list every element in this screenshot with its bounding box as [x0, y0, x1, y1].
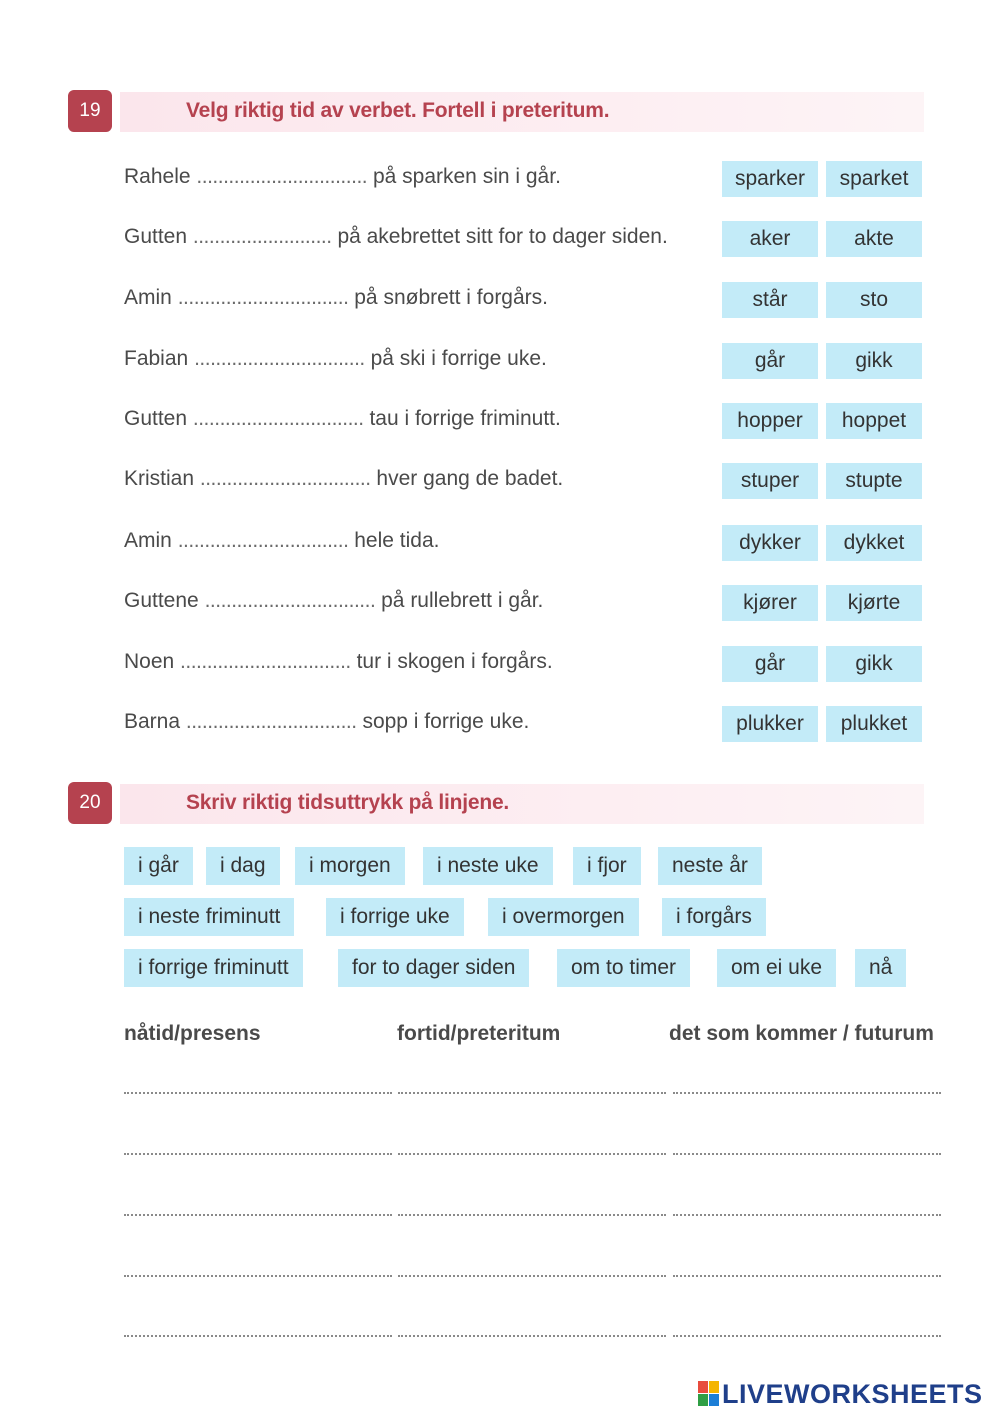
verb-option-past[interactable]: sto [826, 282, 922, 318]
answer-line-present[interactable] [124, 1092, 392, 1094]
time-expression-chip[interactable]: i neste friminutt [124, 898, 294, 936]
blank-line[interactable]: ................................ [185, 710, 357, 733]
blank-line[interactable]: ................................ [199, 467, 371, 490]
exercise-number-badge: 19 [68, 90, 112, 132]
sentence-rest: på snøbrett i forgårs. [354, 286, 548, 309]
sentence-text [124, 286, 548, 310]
verb-option-past[interactable]: dykket [826, 525, 922, 561]
verb-option-present[interactable]: kjører [722, 585, 818, 621]
answer-line-future[interactable] [673, 1092, 941, 1094]
verb-option-present[interactable]: dykker [722, 525, 818, 561]
blank-line[interactable]: .......................... [192, 225, 332, 248]
answer-line-past[interactable] [398, 1335, 666, 1337]
sentence-rest: på rullebrett i går. [381, 589, 544, 612]
answer-line-future[interactable] [673, 1275, 941, 1277]
exercise-number-badge: 20 [68, 782, 112, 824]
time-expression-chip[interactable]: i forgårs [662, 898, 766, 936]
sentence-rest: hele tida. [354, 529, 440, 552]
blank-line[interactable]: ................................ [196, 165, 368, 188]
blank-line[interactable]: ................................ [192, 407, 364, 430]
sentence-row [0, 343, 1000, 383]
time-expression-chip[interactable]: i fjor [573, 847, 641, 885]
verb-option-present[interactable]: går [722, 646, 818, 682]
exercise-title: Skriv riktig tidsuttrykk på linjene. [186, 791, 510, 814]
sentence-subject: Barna [124, 710, 181, 733]
verb-option-present[interactable]: plukker [722, 706, 818, 742]
time-expression-chip[interactable]: om ei uke [717, 949, 836, 987]
verb-option-present[interactable]: stuper [722, 463, 818, 499]
sentence-text [124, 589, 543, 613]
sentence-text [124, 710, 529, 734]
sentence-row [0, 525, 1000, 565]
sentence-row [0, 282, 1000, 322]
sentence-subject: Fabian [124, 347, 189, 370]
time-expression-chip[interactable]: i forrige friminutt [124, 949, 303, 987]
time-expression-chip[interactable]: om to timer [557, 949, 690, 987]
answer-line-past[interactable] [398, 1153, 666, 1155]
sentence-rest: tau i forrige friminutt. [369, 407, 561, 430]
sentence-rest: på ski i forrige uke. [370, 347, 547, 370]
sentence-text [124, 407, 561, 431]
time-expression-chip[interactable]: for to dager siden [338, 949, 529, 987]
blank-line[interactable]: ................................ [194, 347, 365, 370]
exercise-20-header [68, 782, 924, 826]
verb-option-past[interactable]: hoppet [826, 403, 922, 439]
sentence-rest: på akebrettet sitt for to dager siden. [337, 225, 668, 248]
time-expression-chip[interactable]: nå [855, 949, 906, 987]
sentence-text [124, 165, 561, 189]
sentence-row [0, 646, 1000, 686]
verb-option-past[interactable]: akte [826, 221, 922, 257]
verb-option-past[interactable]: gikk [826, 646, 922, 682]
verb-option-past[interactable]: kjørte [826, 585, 922, 621]
time-expression-chip[interactable]: neste år [658, 847, 762, 885]
exercise-19-header [68, 90, 924, 134]
column-header-future: det som kommer / futurum [669, 1022, 934, 1045]
verb-option-past[interactable]: stupte [826, 463, 922, 499]
sentence-subject: Amin [124, 529, 172, 552]
sentence-subject: Rahele [124, 165, 191, 188]
verb-option-present[interactable]: sparker [722, 161, 818, 197]
sentence-subject: Noen [124, 650, 175, 673]
sentence-row [0, 161, 1000, 201]
sentence-row [0, 585, 1000, 625]
answer-line-present[interactable] [124, 1153, 392, 1155]
sentence-rest: sopp i forrige uke. [362, 710, 530, 733]
verb-option-past[interactable]: gikk [826, 343, 922, 379]
exercise-title: Velg riktig tid av verbet. Fortell i preteritum. [186, 99, 610, 122]
sentence-subject: Kristian [124, 467, 195, 490]
sentence-rest: hver gang de badet. [376, 467, 564, 490]
sentence-subject: Amin [124, 286, 172, 309]
sentence-text [124, 529, 439, 553]
sentence-rest: tur i skogen i forgårs. [356, 650, 553, 673]
verb-option-past[interactable]: sparket [826, 161, 922, 197]
answer-line-future[interactable] [673, 1153, 941, 1155]
sentence-subject: Guttene [124, 589, 199, 612]
blank-line[interactable]: ................................ [177, 529, 349, 552]
answer-line-present[interactable] [124, 1275, 392, 1277]
answer-line-future[interactable] [673, 1214, 941, 1216]
answer-line-future[interactable] [673, 1335, 941, 1337]
time-expression-chip[interactable]: i forrige uke [326, 898, 464, 936]
time-expression-chip[interactable]: i overmorgen [488, 898, 639, 936]
sentence-text [124, 347, 547, 371]
time-expression-chip[interactable]: i går [124, 847, 193, 885]
liveworksheets-logo-icon [698, 1381, 720, 1407]
column-header-present: nåtid/presens [124, 1022, 261, 1045]
sentence-text [124, 467, 563, 491]
time-expression-chip[interactable]: i dag [206, 847, 280, 885]
sentence-row [0, 403, 1000, 443]
sentence-text [124, 225, 668, 249]
answer-line-past[interactable] [398, 1214, 666, 1216]
blank-line[interactable]: ................................ [204, 589, 376, 612]
blank-line[interactable]: ................................ [177, 286, 349, 309]
verb-option-past[interactable]: plukket [826, 706, 922, 742]
sentence-subject: Gutten [124, 407, 188, 430]
sentence-subject: Gutten [124, 225, 188, 248]
answer-line-past[interactable] [398, 1092, 666, 1094]
sentence-row [0, 706, 1000, 746]
sentence-row [0, 221, 1000, 261]
answer-line-past[interactable] [398, 1275, 666, 1277]
liveworksheets-logo [698, 1378, 983, 1410]
sentence-text [124, 650, 553, 674]
logo-text: LIVEWORKSHEETS [722, 1378, 983, 1409]
sentence-rest: på sparken sin i går. [372, 165, 561, 188]
sentence-row [0, 463, 1000, 503]
answer-line-present[interactable] [124, 1335, 392, 1337]
time-expression-chip[interactable]: i neste uke [423, 847, 553, 885]
column-header-past: fortid/preteritum [397, 1022, 561, 1045]
answer-line-present[interactable] [124, 1214, 392, 1216]
time-expression-chip[interactable]: i morgen [295, 847, 405, 885]
verb-option-present[interactable]: står [722, 282, 818, 318]
verb-option-present[interactable]: aker [722, 221, 818, 257]
blank-line[interactable]: ................................ [180, 650, 351, 673]
verb-option-present[interactable]: hopper [722, 403, 818, 439]
verb-option-present[interactable]: går [722, 343, 818, 379]
